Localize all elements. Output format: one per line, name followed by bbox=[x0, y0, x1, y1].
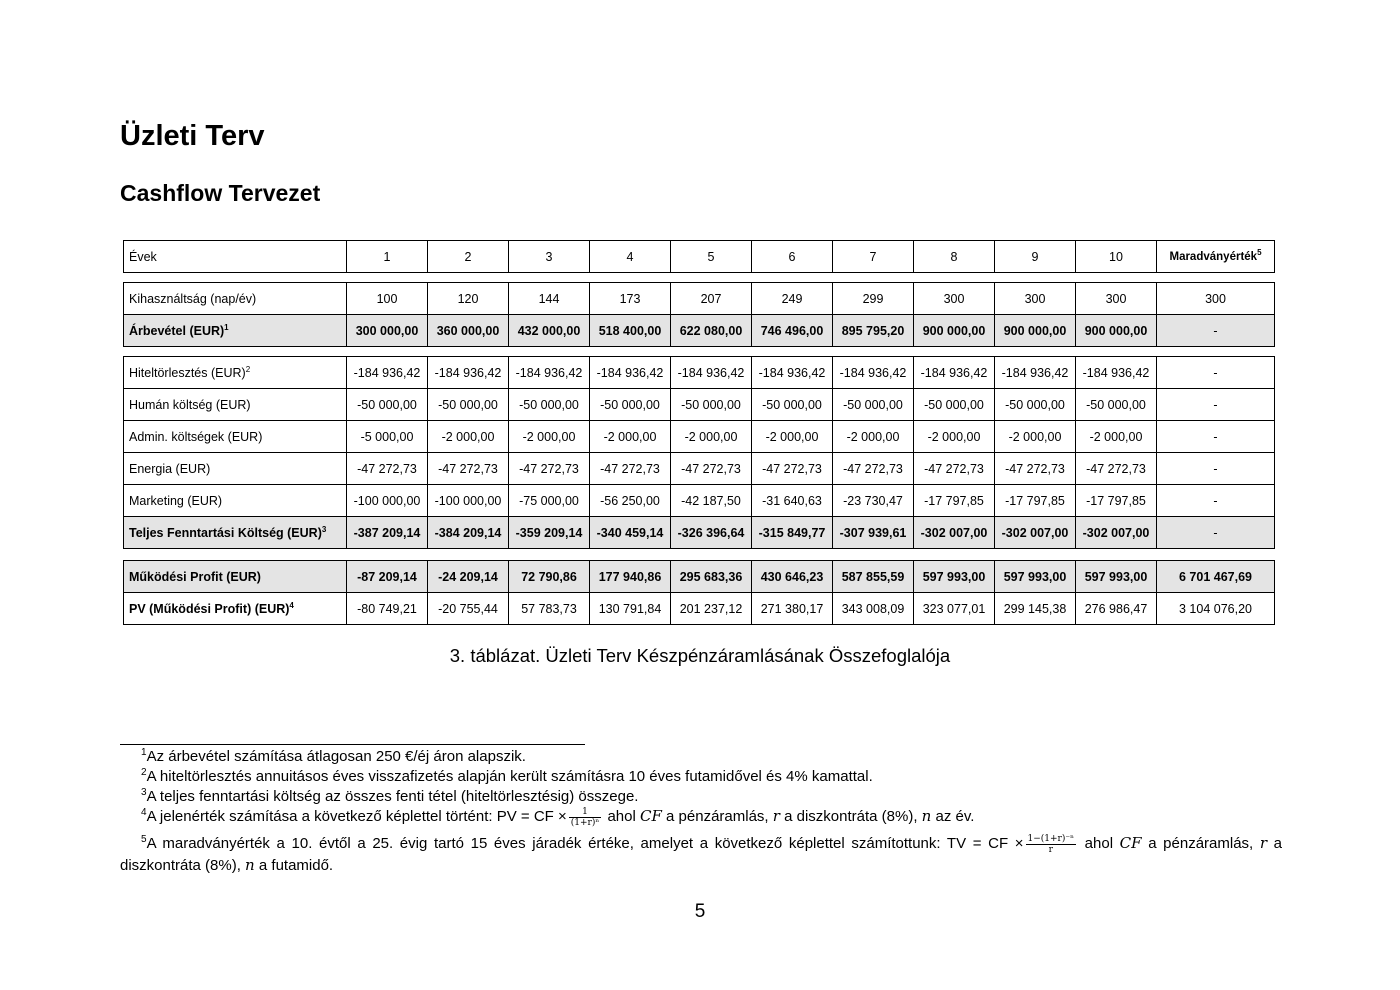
footnote-mark: 5 bbox=[141, 834, 147, 845]
table-cell: 177 940,86 bbox=[590, 561, 671, 593]
table-cell: - bbox=[1157, 453, 1275, 485]
table-cell: 597 993,00 bbox=[995, 561, 1076, 593]
cashflow-table-costs bbox=[123, 356, 1275, 549]
footnote-text: Az árbevétel számítása átlagosan 250 €/éj áron alapszik. bbox=[146, 748, 526, 765]
footnote-ref: 1 bbox=[224, 322, 229, 332]
table-cell: -50 000,00 bbox=[1076, 389, 1157, 421]
table-cell: 6 701 467,69 bbox=[1157, 561, 1275, 593]
tv-formula-fraction bbox=[1026, 834, 1077, 855]
table-cell: 430 646,23 bbox=[752, 561, 833, 593]
table-cell: 300 bbox=[995, 283, 1076, 315]
table-cell: -50 000,00 bbox=[671, 389, 752, 421]
footnote-text: az év. bbox=[931, 808, 975, 825]
table-cell: -2 000,00 bbox=[428, 421, 509, 453]
cashflow-table-header bbox=[123, 240, 1275, 273]
years-header-label: Évek bbox=[124, 241, 347, 273]
math-variable: r bbox=[1259, 834, 1268, 852]
section-title: Cashflow Tervezet bbox=[120, 180, 321, 206]
table-cell: 900 000,00 bbox=[995, 315, 1076, 347]
table-cell: 299 bbox=[833, 283, 914, 315]
table-cell: -315 849,77 bbox=[752, 517, 833, 549]
row-label: Marketing (EUR) bbox=[124, 485, 347, 517]
footnote-3 bbox=[120, 787, 1282, 807]
table-cell: -384 209,14 bbox=[428, 517, 509, 549]
cashflow-table-profit bbox=[123, 560, 1275, 625]
table-cell: -184 936,42 bbox=[1076, 357, 1157, 389]
table-cell: -184 936,42 bbox=[590, 357, 671, 389]
table-caption: 3. táblázat. Üzleti Terv Készpénzáramlásának Összefoglalója bbox=[449, 645, 951, 666]
table-cell: 300 bbox=[1076, 283, 1157, 315]
table-cell: -340 459,14 bbox=[590, 517, 671, 549]
math-variable: CF bbox=[1119, 834, 1142, 852]
table-cell: -47 272,73 bbox=[752, 453, 833, 485]
table-cell: 587 855,59 bbox=[833, 561, 914, 593]
table-cell: -5 000,00 bbox=[347, 421, 428, 453]
table-cell: -184 936,42 bbox=[833, 357, 914, 389]
footnote-mark: 3 bbox=[141, 787, 147, 798]
row-label: Humán költség (EUR) bbox=[124, 389, 347, 421]
table-cell: -2 000,00 bbox=[1076, 421, 1157, 453]
year-header-cell: 5 bbox=[671, 241, 752, 273]
year-header-cell: 7 bbox=[833, 241, 914, 273]
year-header-cell: 4 bbox=[590, 241, 671, 273]
fraction-denominator: (1+r)ⁿ bbox=[570, 817, 600, 828]
footnote-ref: 5 bbox=[1257, 247, 1262, 257]
row-label-text: Árbevétel (EUR) bbox=[129, 323, 225, 338]
footnote-mark: 1 bbox=[141, 747, 147, 758]
row-label: Energia (EUR) bbox=[124, 453, 347, 485]
table-cell: -387 209,14 bbox=[347, 517, 428, 549]
table-cell: 597 993,00 bbox=[1076, 561, 1157, 593]
row-label: Admin. költségek (EUR) bbox=[124, 421, 347, 453]
row-label-text: Hiteltörlesztés (EUR) bbox=[129, 365, 246, 380]
row-label-text: PV (Működési Profit) (EUR) bbox=[129, 601, 290, 616]
table-cell: -50 000,00 bbox=[914, 389, 995, 421]
table-cell: 57 783,73 bbox=[509, 593, 590, 625]
table-cell: -17 797,85 bbox=[995, 485, 1076, 517]
table-cell: -47 272,73 bbox=[509, 453, 590, 485]
table-cell: - bbox=[1157, 485, 1275, 517]
table-cell: -184 936,42 bbox=[995, 357, 1076, 389]
table-cell: -80 749,21 bbox=[347, 593, 428, 625]
table-cell: 72 790,86 bbox=[509, 561, 590, 593]
table-cell: 207 bbox=[671, 283, 752, 315]
year-header-cell: 10 bbox=[1076, 241, 1157, 273]
footnote-ref: 4 bbox=[289, 600, 294, 610]
table-cell: -184 936,42 bbox=[752, 357, 833, 389]
table-cell: -50 000,00 bbox=[509, 389, 590, 421]
table-cell: 295 683,36 bbox=[671, 561, 752, 593]
math-variable: r bbox=[772, 807, 780, 825]
page-number: 5 bbox=[694, 901, 706, 922]
table-cell: 432 000,00 bbox=[509, 315, 590, 347]
footnote-text: ahol bbox=[1078, 835, 1120, 852]
footnote-text: A hiteltörlesztés annuitásos éves visszafizetés alapján került számításra 10 éves futamidővel és 4% kamattal. bbox=[146, 768, 873, 785]
table-cell: 144 bbox=[509, 283, 590, 315]
row-label bbox=[124, 517, 347, 549]
table-cell: 300 bbox=[1157, 283, 1275, 315]
table-cell: -50 000,00 bbox=[833, 389, 914, 421]
table-cell: - bbox=[1157, 421, 1275, 453]
footnote-text: a diszkontráta (8%), bbox=[779, 808, 922, 825]
page-title: Üzleti Terv bbox=[120, 120, 265, 152]
table-row bbox=[124, 357, 1275, 389]
math-variable: n bbox=[245, 855, 255, 874]
year-header-cell: 3 bbox=[509, 241, 590, 273]
year-header-cell: 9 bbox=[995, 241, 1076, 273]
table-cell: 271 380,17 bbox=[752, 593, 833, 625]
row-label bbox=[124, 357, 347, 389]
table-cell: -47 272,73 bbox=[671, 453, 752, 485]
table-cell: 120 bbox=[428, 283, 509, 315]
table-row bbox=[124, 561, 1275, 593]
table-cell: -100 000,00 bbox=[347, 485, 428, 517]
table-cell: -302 007,00 bbox=[914, 517, 995, 549]
pv-formula-fraction bbox=[569, 807, 602, 828]
math-variable: n bbox=[921, 807, 932, 825]
table-cell: - bbox=[1157, 517, 1275, 549]
table-cell: 518 400,00 bbox=[590, 315, 671, 347]
table-row bbox=[124, 389, 1275, 421]
table-cell: - bbox=[1157, 315, 1275, 347]
table-cell: 3 104 076,20 bbox=[1157, 593, 1275, 625]
table-cell: -31 640,63 bbox=[752, 485, 833, 517]
table-row bbox=[124, 485, 1275, 517]
year-header-cell: 1 bbox=[347, 241, 428, 273]
year-header-cell: 2 bbox=[428, 241, 509, 273]
table-cell: - bbox=[1157, 357, 1275, 389]
row-label: Kihasználtság (nap/év) bbox=[124, 283, 347, 315]
table-cell: 201 237,12 bbox=[671, 593, 752, 625]
footnote-text: A jelenérték számítása a következő képlettel történt: PV = CF × bbox=[146, 808, 567, 825]
table-cell: 249 bbox=[752, 283, 833, 315]
footnote-2 bbox=[120, 767, 1282, 787]
footnote-1 bbox=[120, 747, 1282, 767]
row-label-text: Teljes Fenntartási Költség (EUR) bbox=[129, 525, 322, 540]
footnote-ref: 2 bbox=[245, 364, 251, 374]
table-cell: 895 795,20 bbox=[833, 315, 914, 347]
table-cell: -87 209,14 bbox=[347, 561, 428, 593]
table-cell: -17 797,85 bbox=[914, 485, 995, 517]
cashflow-table-revenue bbox=[123, 282, 1275, 347]
table-cell: 299 145,38 bbox=[995, 593, 1076, 625]
footnote-text: a pénzáramlás, bbox=[1141, 835, 1260, 852]
table-cell: 900 000,00 bbox=[914, 315, 995, 347]
table-cell: -184 936,42 bbox=[428, 357, 509, 389]
table-cell: -47 272,73 bbox=[995, 453, 1076, 485]
residual-header-label: Maradványérték bbox=[1169, 250, 1258, 263]
table-cell: -50 000,00 bbox=[428, 389, 509, 421]
fraction-denominator: r bbox=[1048, 844, 1053, 855]
table-cell: - bbox=[1157, 389, 1275, 421]
table-cell: -184 936,42 bbox=[509, 357, 590, 389]
table-cell: -50 000,00 bbox=[752, 389, 833, 421]
table-cell: -2 000,00 bbox=[671, 421, 752, 453]
footnote-text: a futamidő. bbox=[254, 856, 334, 874]
table-cell: -47 272,73 bbox=[833, 453, 914, 485]
footnote-text: a pénzáramlás, bbox=[661, 808, 773, 825]
table-cell: -302 007,00 bbox=[1076, 517, 1157, 549]
table-cell: -47 272,73 bbox=[1076, 453, 1157, 485]
table-cell: -23 730,47 bbox=[833, 485, 914, 517]
table-cell: 343 008,09 bbox=[833, 593, 914, 625]
year-header-cell: 8 bbox=[914, 241, 995, 273]
table-cell: -20 755,44 bbox=[428, 593, 509, 625]
fraction-numerator: 1 bbox=[569, 807, 602, 818]
row-label bbox=[124, 593, 347, 625]
table-cell: -326 396,64 bbox=[671, 517, 752, 549]
table-cell: -50 000,00 bbox=[995, 389, 1076, 421]
table-cell: -302 007,00 bbox=[995, 517, 1076, 549]
footnote-4 bbox=[120, 806, 1282, 828]
footnote-mark: 4 bbox=[141, 807, 147, 818]
footnote-text: A maradványérték a 10. évtől a 25. évig tartó 15 éves járadék értéke, amelyet a következő képlettel számítottunk: TV = CF × bbox=[146, 835, 1024, 852]
footnote-text: ahol bbox=[603, 808, 640, 825]
table-row bbox=[124, 593, 1275, 625]
footnote-ref: 3 bbox=[321, 524, 327, 534]
table-cell: 300 000,00 bbox=[347, 315, 428, 347]
table-cell: 130 791,84 bbox=[590, 593, 671, 625]
table-cell: 173 bbox=[590, 283, 671, 315]
table-cell: -359 209,14 bbox=[509, 517, 590, 549]
table-cell: -47 272,73 bbox=[347, 453, 428, 485]
table-cell: 597 993,00 bbox=[914, 561, 995, 593]
table-cell: -2 000,00 bbox=[995, 421, 1076, 453]
math-variable: CF bbox=[639, 807, 662, 825]
table-cell: 300 bbox=[914, 283, 995, 315]
table-cell: -47 272,73 bbox=[428, 453, 509, 485]
footnote-text: a diszkontráta (8%), bbox=[120, 835, 1283, 874]
table-cell: -47 272,73 bbox=[914, 453, 995, 485]
table-cell: 323 077,01 bbox=[914, 593, 995, 625]
table-cell: 746 496,00 bbox=[752, 315, 833, 347]
table-cell: -2 000,00 bbox=[509, 421, 590, 453]
table-cell: -47 272,73 bbox=[590, 453, 671, 485]
fraction-numerator: 1−(1+r)⁻ⁿ bbox=[1027, 833, 1075, 844]
table-cell: 100 bbox=[347, 283, 428, 315]
table-cell: -75 000,00 bbox=[509, 485, 590, 517]
table-row bbox=[124, 283, 1275, 315]
table-cell: -184 936,42 bbox=[671, 357, 752, 389]
table-cell: -17 797,85 bbox=[1076, 485, 1157, 517]
table-row bbox=[124, 517, 1275, 549]
year-header-cell: 6 bbox=[752, 241, 833, 273]
table-cell: 900 000,00 bbox=[1076, 315, 1157, 347]
residual-header-cell bbox=[1157, 241, 1275, 273]
table-row bbox=[124, 453, 1275, 485]
row-label bbox=[124, 315, 347, 347]
table-row bbox=[124, 421, 1275, 453]
table-cell: -2 000,00 bbox=[833, 421, 914, 453]
table-cell: -2 000,00 bbox=[914, 421, 995, 453]
table-cell: -184 936,42 bbox=[914, 357, 995, 389]
table-cell: -56 250,00 bbox=[590, 485, 671, 517]
table-cell: -307 939,61 bbox=[833, 517, 914, 549]
table-cell: -2 000,00 bbox=[752, 421, 833, 453]
table-cell: -24 209,14 bbox=[428, 561, 509, 593]
table-cell: -2 000,00 bbox=[590, 421, 671, 453]
table-cell: -184 936,42 bbox=[347, 357, 428, 389]
table-cell: 360 000,00 bbox=[428, 315, 509, 347]
footnote-5 bbox=[120, 833, 1282, 876]
footnote-mark: 2 bbox=[141, 767, 147, 778]
row-label: Működési Profit (EUR) bbox=[124, 561, 347, 593]
table-cell: -42 187,50 bbox=[671, 485, 752, 517]
footnote-text: A teljes fenntartási költség az összes fenti tétel (hiteltörlesztésig) összege. bbox=[146, 788, 639, 805]
table-row bbox=[124, 315, 1275, 347]
table-cell: -50 000,00 bbox=[347, 389, 428, 421]
table-cell: -50 000,00 bbox=[590, 389, 671, 421]
table-cell: -100 000,00 bbox=[428, 485, 509, 517]
table-cell: 622 080,00 bbox=[671, 315, 752, 347]
table-cell: 276 986,47 bbox=[1076, 593, 1157, 625]
footnote-divider bbox=[120, 744, 585, 745]
